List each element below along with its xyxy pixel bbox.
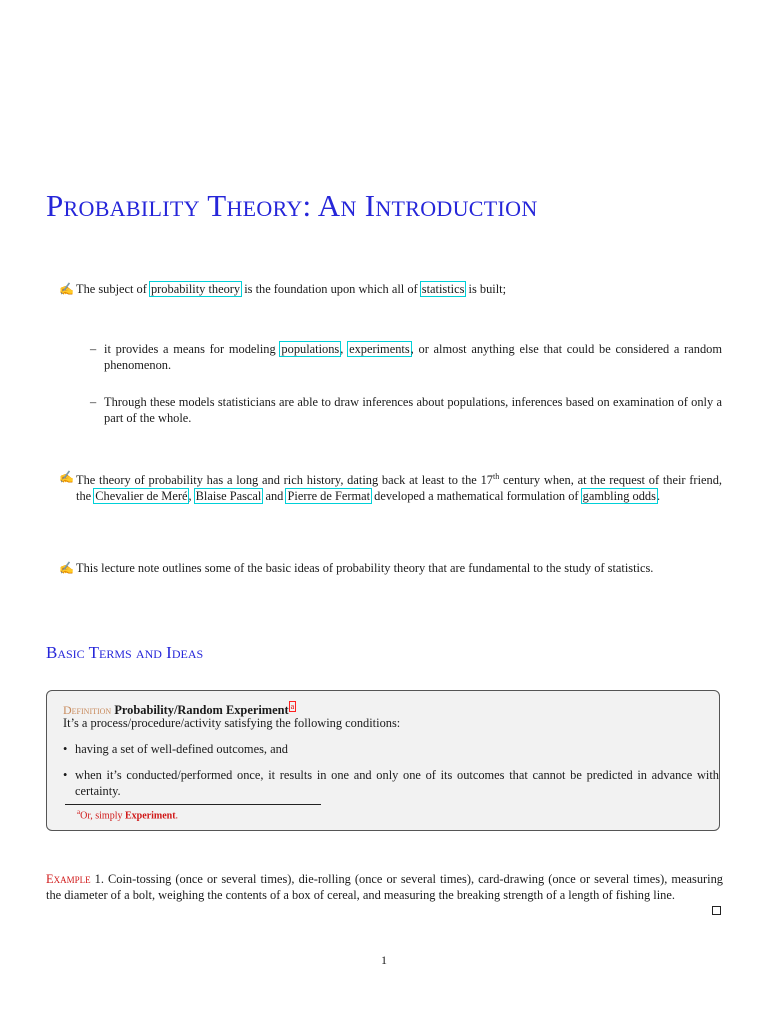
text: Through these models statisticians are able to draw inferences about populations, inferences based on examination of only a part of the whole.	[104, 395, 722, 425]
footnote-ref[interactable]: a	[290, 702, 295, 711]
section-title: Basic Terms and Ideas	[46, 643, 204, 662]
text: ,	[340, 342, 349, 356]
example-text: Coin-tossing (once or several times), die-rolling (once or several times), card-drawing (once or several times), measuring the diameter of a bolt, weighing the contents of a box of cereal, and measuring the breaking strength of a length of fishing line.	[46, 872, 723, 902]
text: .	[656, 489, 661, 504]
link-statistics[interactable]: statistics	[421, 282, 465, 296]
footnote-mark: a	[77, 808, 81, 816]
link-blaise-pascal[interactable]: Blaise Pascal	[195, 489, 262, 504]
link-populations[interactable]: populations	[281, 342, 340, 356]
text: The subject of	[76, 282, 150, 296]
example-paragraph	[46, 871, 723, 903]
dash-marker: –	[90, 342, 97, 356]
definition-box	[46, 690, 720, 831]
text: Or, simply	[80, 810, 125, 822]
link-gambling-odds[interactable]: gambling odds	[582, 489, 656, 504]
link-chevalier-de-mere[interactable]: Chevalier de Meré	[95, 489, 188, 504]
sub-bullet-1	[90, 341, 722, 373]
writing-hand-icon: ✍	[59, 282, 74, 296]
dash-marker: –	[90, 395, 97, 409]
footnote-rule	[65, 804, 321, 805]
text: and	[262, 489, 287, 504]
link-pierre-de-fermat[interactable]: Pierre de Fermat	[287, 489, 371, 504]
text: developed a mathematical formulation of	[371, 489, 582, 504]
link-experiments[interactable]: experiments	[349, 342, 410, 356]
text: when it’s conducted/performed once, it results in one and only one of its outcomes that cannot be predicted in advance with certainty.	[75, 768, 719, 798]
text: The theory of probability has a long and rich history, dating back at least to the 17	[76, 473, 493, 488]
text: ,	[188, 489, 195, 504]
writing-hand-icon: ✍	[59, 470, 74, 484]
bullet-paragraph-2	[59, 469, 722, 504]
qed-square-icon	[712, 906, 721, 915]
definition-label: Definition	[63, 703, 112, 718]
text: it provides a means for modeling	[104, 342, 281, 356]
bullet-dot-icon: •	[63, 768, 68, 782]
text: .	[175, 810, 179, 822]
definition-intro: It’s a process/procedure/activity satisfying the following conditions:	[63, 716, 401, 730]
text: is the foundation upon which all of	[241, 282, 421, 296]
example-number: 1.	[94, 872, 104, 886]
example-label: Example	[46, 872, 91, 886]
text: having a set of well-defined outcomes, and	[75, 742, 288, 756]
definition-name: Probability/Random Experiment	[114, 703, 289, 718]
link-probability-theory[interactable]: probability theory	[150, 282, 241, 296]
sub-bullet-2	[90, 394, 722, 426]
text: This lecture note outlines some of the basic ideas of probability theory that are fundamental to the study of statistics.	[76, 561, 654, 575]
writing-hand-icon: ✍	[59, 561, 74, 575]
text: is built;	[465, 282, 507, 296]
bullet-paragraph-1	[59, 281, 722, 297]
page-title: Probability Theory: An Introduction	[46, 188, 538, 223]
bullet-dot-icon: •	[63, 742, 68, 756]
bullet-paragraph-3	[59, 560, 722, 576]
footnote	[77, 808, 178, 821]
text: century when, at the request of their friend, the	[76, 473, 722, 504]
footnote-keyword: Experiment	[125, 810, 176, 822]
text: , or almost anything else that could be considered a random phenomenon.	[104, 342, 722, 372]
superscript: th	[492, 472, 500, 481]
page-number: 1	[381, 953, 387, 967]
